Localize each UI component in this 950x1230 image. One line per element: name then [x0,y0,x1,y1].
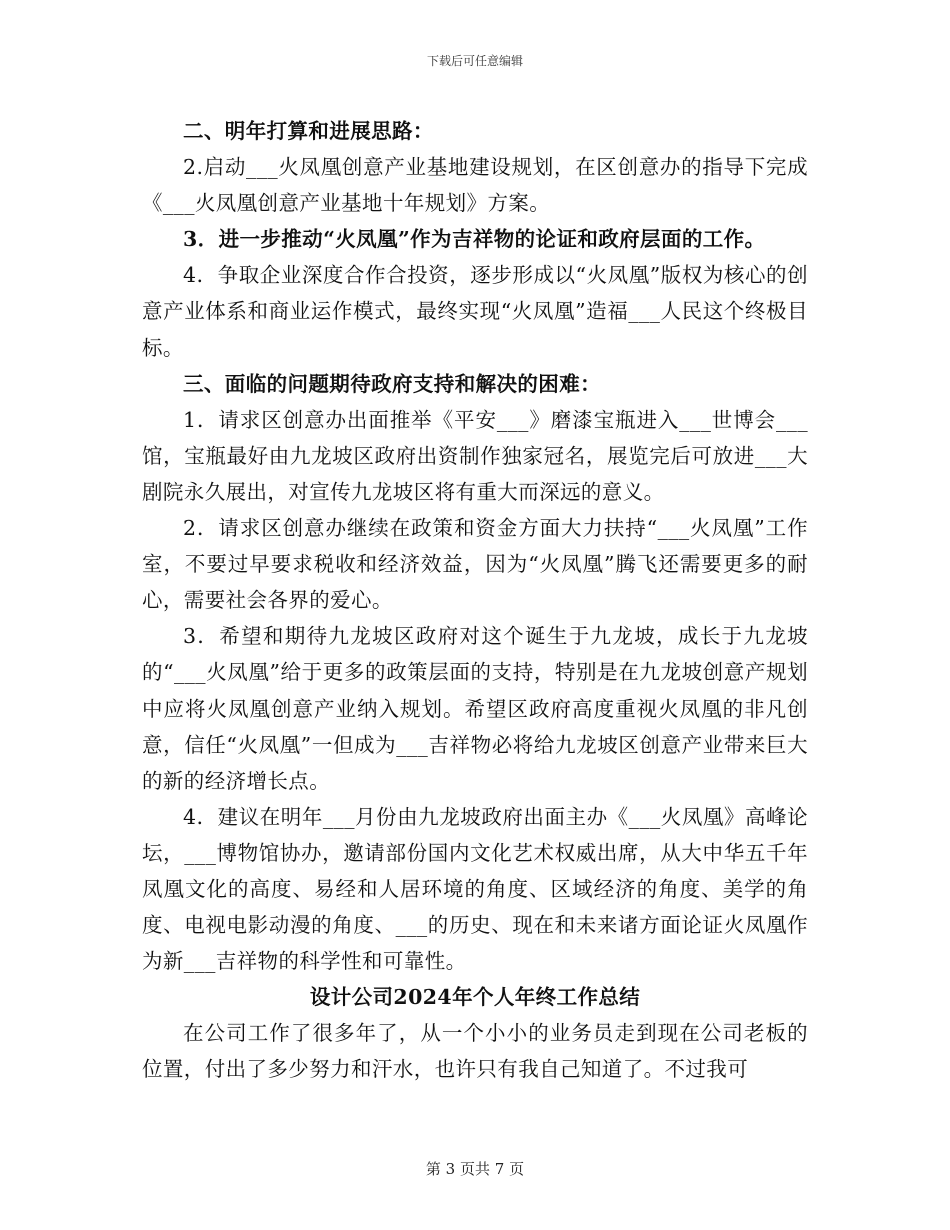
paragraph-item-2-2: 2.启动___火凤凰创意产业基地建设规划，在区创意办的指导下完成《___火凤凰创意产业基地十年规划》方案。 [142,155,808,216]
paragraph-next-intro: 在公司工作了很多年了，从一个小小的业务员走到现在公司老板的位置，付出了多少努力和汗水，也许只有我自己知道了。不过我可 [142,1021,808,1082]
section-heading-problems: 三、面临的问题期待政府支持和解决的困难： [183,371,601,396]
page-footer: 第 3 页共 7 页 [425,1160,525,1178]
paragraph-item-2-3: 3．进一步推动“火凤凰”作为吉祥物的论证和政府层面的工作。 [183,227,766,252]
paragraph-item-2-4: 4．争取企业深度合作合投资，逐步形成以“火凤凰”版权为核心的创意产业体系和商业运作模式，最终实现“火凤凰”造福___人民这个终极目标。 [142,263,808,360]
paragraph-item-3-3: 3．希望和期待九龙坡区政府对这个诞生于九龙坡，成长于九龙坡的“___火凤凰”给于更多的政策层面的支持，特别是在九龙坡创意产规划中应将火凤凰创意产业纳入规划。希望区政府高度重视火凤凰的非凡创意，信任“火凤凰”一但成为___吉祥物必将给九龙坡区创意产业带来巨大的新的经济增长点。 [142,624,808,793]
paragraph-item-3-4: 4．建议在明年___月份由九龙坡政府出面主办《___火凤凰》高峰论坛，___博物馆协办，邀请部份国内文化艺术权威出席，从大中华五千年凤凰文化的高度、易经和人居环境的角度、区域经济的角度、美学的角度、电视电影动漫的角度、___的历史、现在和未来诸方面论证火凤凰作为新___吉祥物的科学性和可靠性。 [142,804,808,974]
document-title-next: 设计公司2024年个人年终工作总结 [309,985,641,1010]
paragraph-item-3-1: 1．请求区创意办出面推举《平安___》磨漆宝瓶进入___世博会___馆，宝瓶最好由九龙坡区政府出资制作独家冠名，展览完后可放进___大剧院永久展出，对宣传九龙坡区将有重大而深远的意义。 [142,407,808,504]
document-body [142,113,808,1088]
page-header: 下载后可任意编辑 [426,54,523,68]
paragraph-item-3-2: 2．请求区创意办继续在政策和资金方面大力扶持“___火凤凰”工作室，不要过早要求税收和经济效益，因为“火凤凰”腾飞还需要更多的耐心，需要社会各界的爱心。 [142,516,808,613]
section-heading-plans: 二、明年打算和进展思路： [183,119,434,143]
